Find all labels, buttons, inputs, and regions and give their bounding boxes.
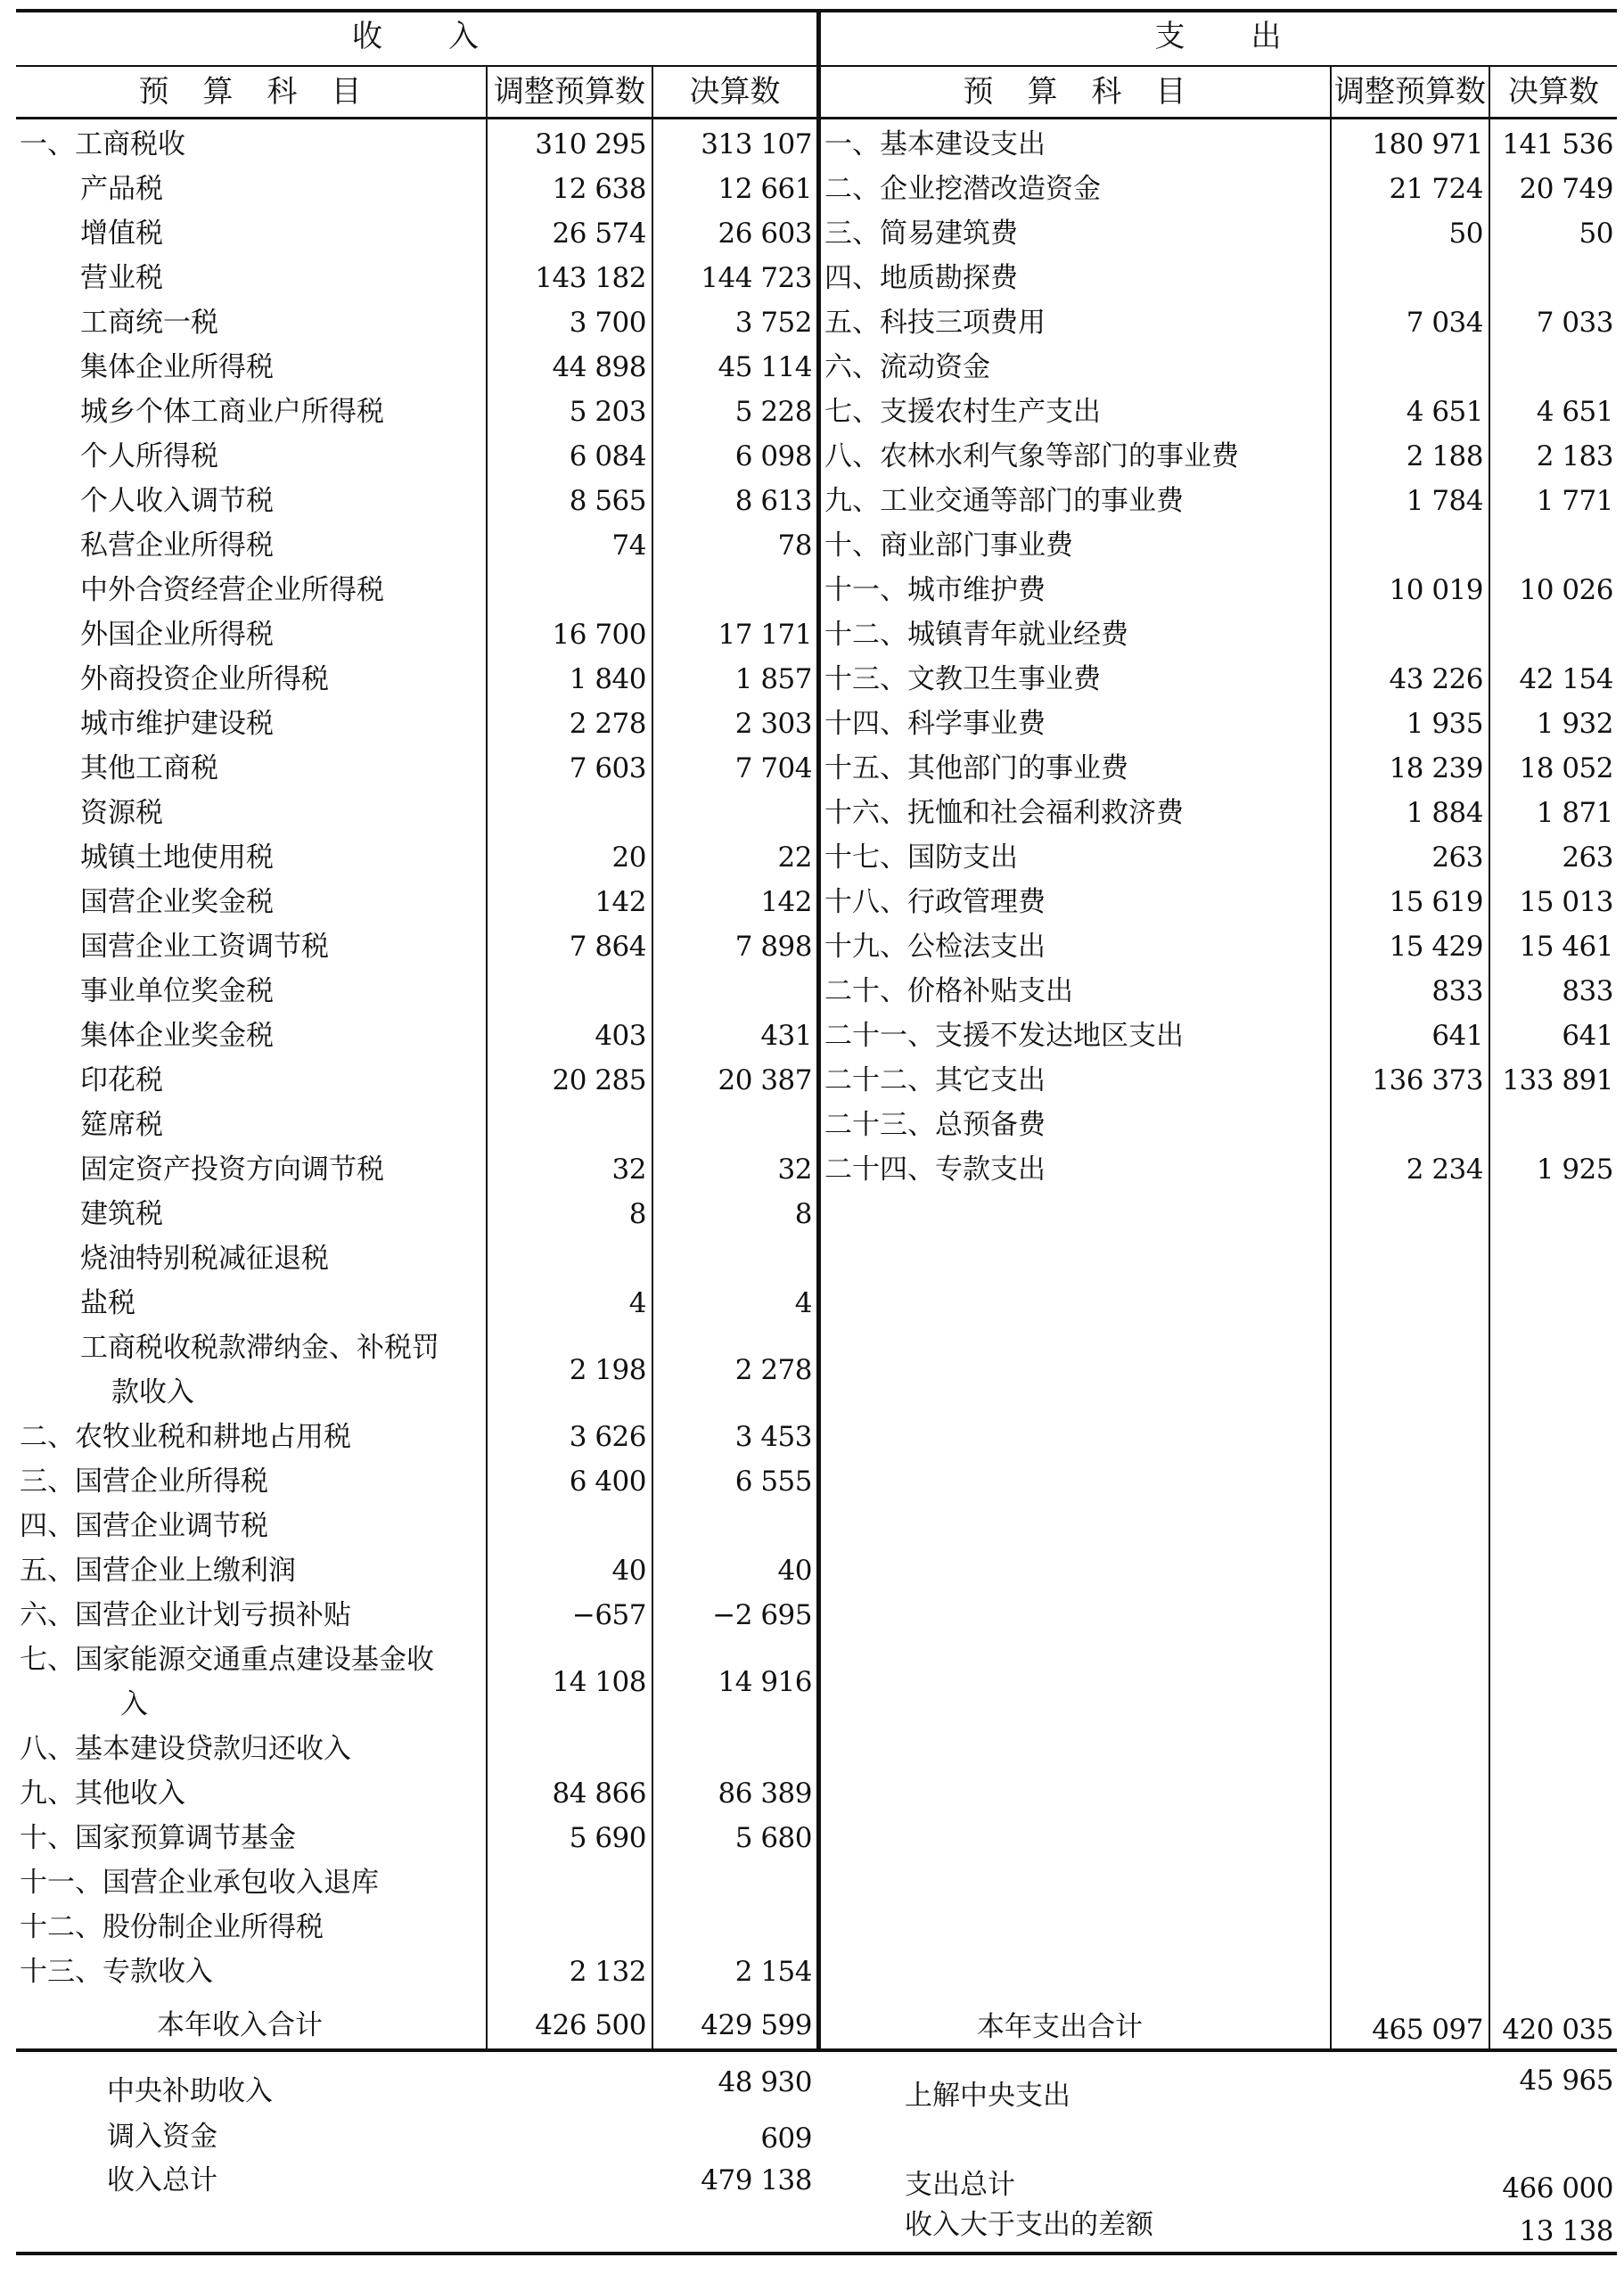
income-item-name: 工商税收税款滞纳金、补税罚 [80,1332,439,1364]
income-grand-total-label: 收入总计 [107,2164,217,2196]
expenditure-item-actual: 7 033 [1536,307,1613,339]
income-item-name: 外商投资企业所得税 [80,663,329,695]
income-item-name: 国营企业奖金税 [80,886,274,918]
expenditure-item-budget: 7 034 [1406,307,1483,339]
income-item-actual: 8 613 [734,485,812,517]
income-item-budget [488,1103,646,1147]
income-item-actual [653,1504,812,1548]
income-item-actual: 4 [794,1287,812,1319]
expenditure-grand-total-label: 支出总计 [905,2169,1015,2201]
expenditure-item-name: 十三、文教卫生事业费 [824,663,1101,695]
income-item-name: 十三、专款收入 [20,1956,213,1988]
income-item-name: 烧油特别税减征退税 [80,1243,329,1275]
expenditure-budget-header: 调整预算数 [1334,74,1486,110]
income-item-actual: 17 171 [718,619,812,651]
expenditure-item-budget: 15 429 [1389,931,1483,963]
income-item-budget: 74 [611,530,646,562]
expenditure-item-budget: 21 724 [1389,173,1483,205]
transfer-in-value: 609 [760,2122,812,2155]
income-item-actual: 6 098 [734,440,812,472]
income-item-name: 事业单位奖金税 [80,975,274,1007]
income-item-name: 十、国家预算调节基金 [20,1822,296,1854]
income-item-name: 城镇土地使用税 [80,841,274,874]
expenditure-item-actual: 641 [1562,1020,1613,1052]
income-item-actual: 142 [760,886,812,918]
expenditure-item-actual: 15 013 [1519,886,1613,918]
income-item-actual: 12 661 [718,173,812,205]
income-item-name: 固定资产投资方向调节税 [80,1153,384,1186]
income-item-budget: 20 [611,841,646,874]
expenditure-grand-total-value: 466 000 [1502,2172,1613,2204]
transfer-in-label: 调入资金 [107,2121,217,2153]
income-item-actual: 45 114 [718,351,812,383]
income-item-budget: 403 [595,1020,646,1052]
expenditure-item-actual [1490,256,1613,300]
income-item-name-continued: 入 [120,1688,148,1720]
income-item-actual: 2 154 [734,1956,812,1988]
expenditure-item-name: 十七、国防支出 [824,841,1018,874]
expenditure-item-name: 二十、价格补贴支出 [824,975,1073,1007]
income-item-budget: 3 626 [569,1421,646,1453]
income-item-name: 工商统一税 [80,307,218,339]
expenditure-item-name: 十二、城镇青年就业经费 [824,619,1128,651]
income-item-name: 筵席税 [80,1109,163,1141]
income-item-budget: 7 864 [569,931,646,963]
expenditure-item-budget: 2 234 [1406,1153,1483,1186]
income-item-actual [653,1236,812,1281]
income-item-budget [488,969,646,1014]
income-item-name: 个人收入调节税 [80,485,274,517]
expenditure-item-budget: 136 373 [1372,1064,1483,1096]
income-item-budget [488,1236,646,1281]
income-item-name: 二、农牧业税和耕地占用税 [20,1421,351,1453]
central-subsidy-label: 中央补助收入 [107,2075,273,2107]
expenditure-item-budget: 18 239 [1389,752,1483,784]
income-total-label: 本年收入合计 [157,2009,323,2041]
expenditure-total-label: 本年支出合计 [977,2011,1143,2043]
income-item-name: 私营企业所得税 [80,530,274,562]
income-budget-header: 调整预算数 [494,74,645,110]
expenditure-item-budget: 15 619 [1389,886,1483,918]
expenditure-item-actual [1490,345,1613,390]
income-item-actual [653,1103,812,1147]
expenditure-item-budget: 4 651 [1406,396,1483,428]
income-item-budget: 2 198 [569,1354,646,1386]
income-item-actual [653,791,812,835]
income-item-actual [653,969,812,1014]
income-item-name: 七、国家能源交通重点建设基金收 [20,1644,434,1676]
income-item-budget: 6 400 [569,1465,646,1498]
expenditure-item-budget [1332,256,1483,300]
surplus-label: 收入大于支出的差额 [905,2209,1153,2241]
expenditure-item-name: 二十三、总预备费 [824,1109,1046,1141]
expenditure-item-actual: 263 [1562,841,1613,874]
expenditure-item-budget [1332,345,1483,390]
expenditure-item-name: 九、工业交通等部门的事业费 [824,485,1184,517]
expenditure-item-actual: 1 925 [1536,1153,1613,1186]
income-item-actual: 2 303 [734,708,812,740]
remit-central-label: 上解中央支出 [905,2080,1070,2112]
income-item-budget: 310 295 [535,128,646,160]
surplus-value: 13 138 [1519,2215,1613,2247]
income-item-budget: 8 565 [569,485,646,517]
expenditure-item-budget: 2 188 [1406,440,1483,472]
income-item-actual [653,1860,812,1905]
income-item-budget: 7 603 [569,752,646,784]
income-item-actual: 5 680 [734,1822,812,1854]
income-item-name: 集体企业奖金税 [80,1020,274,1052]
income-item-budget: 84 866 [552,1777,646,1810]
income-item-actual: 6 555 [734,1465,812,1498]
expenditure-item-budget: 1 884 [1406,797,1483,829]
income-item-budget: 2 278 [569,708,646,740]
expenditure-item-name: 七、支援农村生产支出 [824,396,1101,428]
income-item-budget: 40 [611,1555,646,1587]
expenditure-item-budget [1332,1103,1483,1147]
income-item-actual: 86 389 [718,1777,812,1810]
income-item-name: 建筑税 [80,1198,163,1230]
income-item-name: 外国企业所得税 [80,619,274,651]
expenditure-item-actual: 1 932 [1536,708,1613,740]
income-item-actual [653,1727,812,1771]
income-item-name: 六、国营企业计划亏损补贴 [20,1599,351,1631]
income-item-budget: 4 [628,1287,646,1319]
income-item-budget [488,1504,646,1548]
expenditure-item-name: 四、地质勘探费 [824,262,1018,294]
expenditure-item-name: 十一、城市维护费 [824,574,1046,606]
expenditure-item-actual: 1 871 [1536,797,1613,829]
expenditure-item-budget: 263 [1431,841,1483,874]
income-item-actual: 313 107 [701,128,812,160]
income-item-actual [653,1905,812,1950]
income-grand-total-value: 479 138 [701,2164,812,2196]
expenditure-item-actual: 141 536 [1502,128,1613,160]
expenditure-item-budget: 10 019 [1389,574,1483,606]
expenditure-item-actual: 833 [1562,975,1613,1007]
income-item-name: 产品税 [80,173,163,205]
income-item-actual [653,568,812,612]
income-item-name: 中外合资经营企业所得税 [80,574,384,606]
income-item-actual: 40 [777,1555,812,1587]
expenditure-item-name: 二十一、支援不发达地区支出 [824,1020,1184,1052]
income-item-actual: 5 228 [734,396,812,428]
income-item-name: 三、国营企业所得税 [20,1465,268,1498]
income-item-actual: 7 704 [734,752,812,784]
income-item-name: 一、工商税收 [20,128,185,160]
expenditure-item-name: 十六、抚恤和社会福利救济费 [824,797,1184,829]
expenditure-item-name: 六、流动资金 [824,351,990,383]
income-item-actual: 7 898 [734,931,812,963]
expenditure-section-header: 支 出 [1154,19,1284,54]
income-item-budget [488,1905,646,1950]
expenditure-item-budget: 833 [1431,975,1483,1007]
income-item-budget: 8 [628,1198,646,1230]
expenditure-item-budget: 50 [1448,218,1483,250]
income-item-name: 营业税 [80,262,163,294]
income-total-budget: 426 500 [535,2009,646,2041]
expenditure-subject-header: 预 算 科 目 [963,74,1188,110]
income-item-budget: 5 690 [569,1822,646,1854]
income-item-budget: 143 182 [535,262,646,294]
expenditure-item-actual: 50 [1579,218,1613,250]
income-item-actual: 22 [777,841,812,874]
income-item-actual: −2 695 [712,1599,812,1631]
income-item-name: 十一、国营企业承包收入退库 [20,1867,379,1899]
income-item-name: 城市维护建设税 [80,708,274,740]
income-section-header: 收 入 [352,19,480,54]
income-item-budget: 32 [611,1153,646,1186]
income-item-budget: 1 840 [569,663,646,695]
income-item-budget [488,791,646,835]
expenditure-item-budget: 43 226 [1389,663,1483,695]
expenditure-item-actual: 133 891 [1502,1064,1613,1096]
income-item-name: 四、国营企业调节税 [20,1510,268,1542]
income-item-name: 其他工商税 [80,752,218,784]
income-item-actual: 144 723 [701,262,812,294]
income-item-actual: 78 [777,530,812,562]
expenditure-item-actual: 15 461 [1519,931,1613,963]
expenditure-item-budget: 180 971 [1372,128,1483,160]
income-item-actual: 3 752 [734,307,812,339]
income-item-budget: 2 132 [569,1956,646,1988]
income-item-name: 资源税 [80,797,163,829]
income-item-name: 印花税 [80,1064,163,1096]
income-item-budget: 26 574 [552,218,646,250]
expenditure-item-actual: 18 052 [1519,752,1613,784]
expenditure-item-actual [1490,612,1613,657]
expenditure-item-name: 五、科技三项费用 [824,307,1046,339]
income-item-name: 个人所得税 [80,440,218,472]
expenditure-item-budget: 1 784 [1406,485,1483,517]
income-item-budget: 14 108 [552,1666,646,1698]
expenditure-actual-header: 决算数 [1508,74,1599,110]
income-item-name: 九、其他收入 [20,1777,185,1810]
income-item-name: 八、基本建设贷款归还收入 [20,1733,351,1765]
expenditure-item-name: 三、简易建筑费 [824,218,1018,250]
income-item-actual: 431 [760,1020,812,1052]
income-item-actual: 1 857 [734,663,812,695]
income-item-budget: 44 898 [552,351,646,383]
income-item-actual: 14 916 [718,1666,812,1698]
expenditure-item-budget: 641 [1431,1020,1483,1052]
bottom-rule [16,2252,1617,2255]
expenditure-item-actual: 4 651 [1536,396,1613,428]
expenditure-item-name: 二十四、专款支出 [824,1153,1046,1186]
expenditure-item-budget: 1 935 [1406,708,1483,740]
income-item-budget: 16 700 [552,619,646,651]
income-item-budget: 12 638 [552,173,646,205]
income-item-name-continued: 款收入 [111,1376,194,1408]
income-item-actual: 2 278 [734,1354,812,1386]
expenditure-item-budget [1332,523,1483,568]
income-item-actual: 32 [777,1153,812,1186]
income-item-budget: 20 285 [552,1064,646,1096]
expenditure-item-name: 十九、公检法支出 [824,931,1046,963]
income-subject-header: 预 算 科 目 [138,74,364,110]
income-item-budget [488,1860,646,1905]
income-item-actual: 26 603 [718,218,812,250]
income-item-budget: 142 [595,886,646,918]
expenditure-total-budget: 465 097 [1372,2014,1483,2046]
income-item-name: 增值税 [80,218,163,250]
expenditure-item-actual [1490,1103,1613,1147]
expenditure-item-actual: 2 183 [1536,440,1613,472]
income-item-budget: −657 [571,1599,646,1631]
income-item-actual: 20 387 [718,1064,812,1096]
income-item-budget [488,568,646,612]
income-item-actual: 8 [794,1198,812,1230]
expenditure-total-actual: 420 035 [1502,2014,1613,2046]
expenditure-item-name: 二、企业挖潜改造资金 [824,173,1101,205]
income-item-name: 十二、股份制企业所得税 [20,1911,324,1943]
income-item-name: 五、国营企业上缴利润 [20,1555,296,1587]
expenditure-item-actual: 42 154 [1519,663,1613,695]
income-item-name: 集体企业所得税 [80,351,274,383]
central-subsidy-value: 48 930 [718,2066,812,2098]
expenditure-item-actual: 10 026 [1519,574,1613,606]
expenditure-item-actual: 1 771 [1536,485,1613,517]
expenditure-item-name: 十四、科学事业费 [824,708,1046,740]
expenditure-item-actual: 20 749 [1519,173,1613,205]
income-item-name: 盐税 [80,1287,135,1319]
expenditure-item-name: 一、基本建设支出 [824,128,1046,160]
expenditure-item-name: 八、农林水利气象等部门的事业费 [824,440,1239,472]
remit-central-value: 45 965 [1519,2065,1613,2097]
expenditure-item-actual [1490,523,1613,568]
income-actual-header: 决算数 [689,74,781,110]
income-item-budget: 3 700 [569,307,646,339]
center-divider [816,11,821,2050]
expenditure-item-name: 十八、行政管理费 [824,886,1046,918]
expenditure-item-name: 十、商业部门事业费 [824,530,1073,562]
income-item-name: 城乡个体工商业户所得税 [80,396,384,428]
income-item-name: 国营企业工资调节税 [80,931,329,963]
income-item-budget: 6 084 [569,440,646,472]
expenditure-item-budget [1332,612,1483,657]
expenditure-item-name: 十五、其他部门的事业费 [824,752,1128,784]
income-item-budget [488,1727,646,1771]
income-item-budget: 5 203 [569,396,646,428]
expenditure-item-name: 二十二、其它支出 [824,1064,1046,1096]
income-total-actual: 429 599 [701,2009,812,2041]
income-item-actual: 3 453 [734,1421,812,1453]
